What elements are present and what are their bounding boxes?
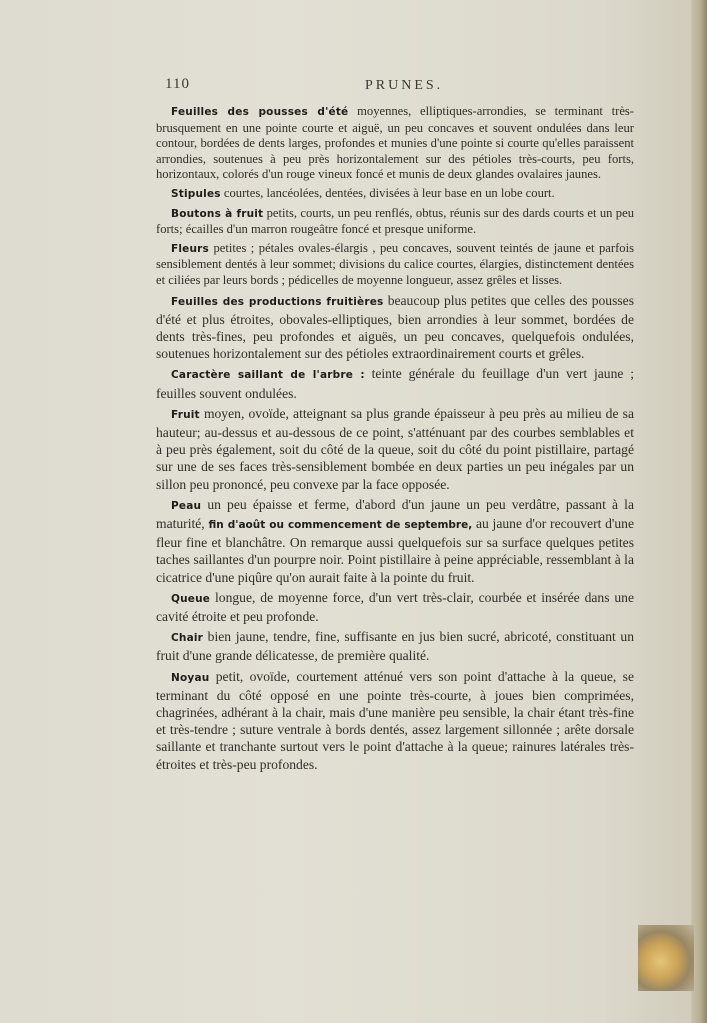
paragraph-lead: Boutons à fruit (171, 207, 264, 220)
paragraph-fruit (156, 405, 634, 493)
paragraph-chair (156, 628, 634, 664)
paragraph-lead: Stipules (171, 187, 221, 200)
paragraph-lead: Chair (171, 632, 204, 645)
page-header (165, 76, 635, 98)
paragraph-text: teinte générale du feuillage d'un vert jaune ; feuilles souvent ondulées. (156, 366, 635, 401)
paragraph-text: beaucoup plus petites que celles des pousses d'été et plus étroites, obovales-elliptiques, bien arrondies à leur sommet, bordées de dents très-fines, peu profondes et aiguës, un peu concaves, quelquefois ondulées, soutenues horizontalement sur des pétioles extraordinairement courts et grêles. (156, 292, 635, 362)
paragraph-lead: Caractère saillant de l'arbre : (171, 369, 365, 382)
paragraph-lead: Fleurs (171, 242, 209, 255)
book-spine-shadow (691, 0, 707, 1023)
running-head: PRUNES. (365, 78, 444, 93)
paragraph-text: longue, de moyenne force, d'un vert très-clair, courbée et insérée dans une cavité étroite et peu profonde. (156, 589, 634, 624)
paragraph-lead: Queue (171, 592, 211, 605)
paragraph-text: petites ; pétales ovales-élargis , peu concaves, souvent teintés de jaune et parfois sensiblement dentés à leur sommet; divisions du calice courtes, élargies, distinctement dentées et ciliées par leurs bords ; pédicelles de moyenne longueur, assez grêles et lisses. (156, 240, 634, 287)
color-plate-thumbnail (638, 925, 694, 991)
paragraph-feuilles-pousses (156, 104, 634, 183)
paragraph-caractere (156, 365, 634, 401)
paragraph-text: moyennes, elliptiques-arrondies, se terminant très-brusquement en une pointe courte et aiguë, un peu concaves et souvent ondulées dans leur contour, bordées de dents larges, profondes et munies d'une pointe si courte qu'elles paraissent arrondies, soutenues à peu près horizontalement sur des pétioles très-courts, peu forts, horizontaux, colorés d'un rouge vineux foncé et munis de deux glandes ovalaires jaunes. (156, 104, 635, 182)
maturity-date: fin d'août ou commencement de septembre, (208, 518, 473, 531)
paragraph-text: au jaune d'or recouvert d'une fleur fine et blanchâtre. On remarque aussi quelquefois sur sa surface quelques petites taches saillantes d'un pourpre noir. Point pistillaire à peine appréciable, ressemblant à la cicatrice d'une piqûre qu'on aurait faite à la pointe du fruit. (156, 515, 634, 585)
paragraph-text: bien jaune, tendre, fine, suffisante en jus bien sucré, abricoté, constituant un fruit d'une grande délicatesse, de première qualité. (156, 629, 634, 664)
paragraph-text: moyen, ovoïde, atteignant sa plus grande épaisseur à peu près au milieu de sa hauteur; au-dessus et au-dessous de ce point, s'atténuant par des courbes semblables et à peu près également, soit du côté de la queue, soit du côté du point pistillaire, partagé sur une de ses faces très-sensiblement bombée en deux parties un peu inégales par un sillon peu prononcé, peu convexe par la face opposée. (156, 405, 634, 492)
paragraph-text-before: un peu épaisse et ferme, d'abord d'un jaune un peu verdâtre, passant à la maturité, (156, 496, 634, 531)
paragraph-lead: Feuilles des pousses d'été (171, 106, 349, 118)
paragraph-peau (156, 496, 634, 586)
paragraph-stipules (156, 186, 634, 203)
paragraph-lead: Noyau (171, 671, 210, 684)
paragraph-noyau (156, 668, 634, 773)
paragraph-lead: Peau (171, 499, 202, 512)
paragraph-queue (156, 589, 634, 625)
paragraph-text: petit, ovoïde, courtement atténué vers son point d'attache à la queue, se terminant du côté opposé en une pointe très-courte, à joues bien comprimées, chagrinées, adhérant à la chair, mais d'une manière peu sensible, la chair étant très-fine et très-tendre ; suture ventrale à bords dentés, assez largement sillonnée ; arête dorsale saillante et tranchante surtout vers le point d'attache à la queue; rainures latérales très-étroites et très-peu profondes. (156, 668, 634, 772)
paragraph-feuilles-productions (156, 292, 634, 363)
paragraph-lead: Fruit (171, 408, 200, 421)
paragraph-text: courtes, lancéolées, dentées, divisées à leur base en un lobe court. (220, 185, 555, 200)
body-text (156, 104, 634, 776)
paragraph-boutons (156, 206, 634, 238)
paragraph-text: petits, courts, un peu renflés, obtus, réunis sur des dards courts et un peu forts; écailles d'un marron rougeâtre foncé et presque uniforme. (156, 205, 634, 237)
paragraph-lead: Feuilles des productions fruitières (171, 295, 384, 308)
paragraph-fleurs (156, 241, 634, 289)
page-number: 110 (165, 76, 190, 92)
